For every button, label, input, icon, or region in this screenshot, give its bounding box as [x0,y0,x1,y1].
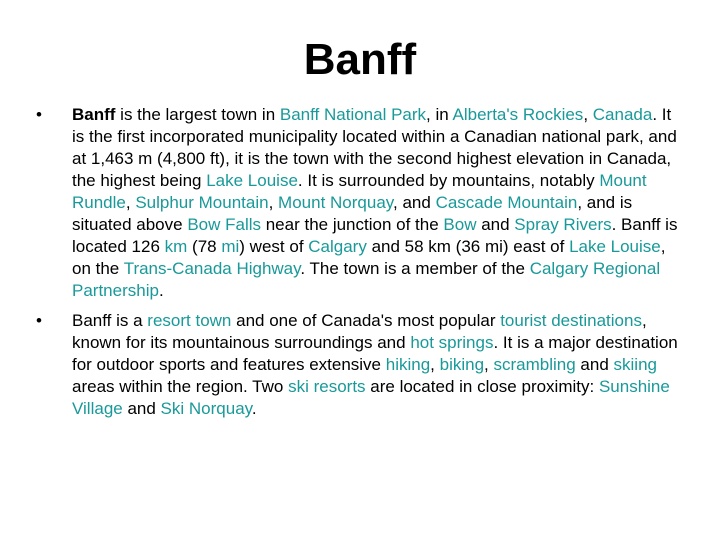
text-link[interactable]: km [164,237,188,256]
text-link[interactable]: Calgary [308,237,367,256]
text-link[interactable]: Trans-Canada Highway [123,259,301,278]
bold-text: Banff [72,105,116,124]
slide-title: Banff [303,35,417,84]
body-text: . The town is a member of the [300,259,530,278]
body-text: , [125,193,136,212]
bullet-list [36,104,686,428]
body-text: and 58 km (36 mi) east of [366,237,570,256]
text-link[interactable]: Calgary Regional Partnership [72,259,661,300]
text-link[interactable]: biking [439,355,485,374]
body-text: (78 [187,237,222,256]
body-text: is the largest town in [115,105,280,124]
text-link[interactable]: hiking [385,355,431,374]
text-link[interactable]: Ski Norquay [160,399,252,418]
body-text: ) west of [239,237,309,256]
text-link[interactable]: Mount Norquay [278,193,394,212]
text-link[interactable]: Bow [443,215,477,234]
body-text: , [268,193,279,212]
body-text: . It is the first incorporated municipality located within a Canadian national park, and at 1,463 m (4,800 ft), it is the town with the second highest elevation in Canada, the highest being [72,105,677,190]
text-link[interactable]: Mount Rundle [72,171,647,212]
text-link[interactable]: Bow Falls [187,215,261,234]
text-link[interactable]: skiing [613,355,657,374]
text-link[interactable]: Cascade Mountain [435,193,578,212]
body-text: , known for its mountainous surroundings and [72,311,647,352]
text-link[interactable]: resort town [147,311,232,330]
bullet-paragraph [36,310,686,420]
text-link[interactable]: scrambling [493,355,576,374]
text-link[interactable]: mi [221,237,240,256]
text-link[interactable]: Lake Louise [206,171,298,190]
text-link[interactable]: Canada [592,105,653,124]
text-link[interactable]: Sulphur Mountain [135,193,269,212]
body-text: . [158,281,164,300]
body-text: , and is situated above [72,193,633,234]
bullet-paragraph [36,104,686,302]
body-text: . It is surrounded by mountains, notably [297,171,600,190]
body-text: are located in close proximity: [365,377,599,396]
text-link[interactable]: hot springs [410,333,494,352]
text-link[interactable]: Lake Louise [569,237,661,256]
bullet-dot: • [36,105,42,124]
body-text: and [122,399,161,418]
body-text: , and [393,193,436,212]
body-text: , [583,105,593,124]
text-link[interactable]: Alberta's Rockies [452,105,584,124]
body-text: and [575,355,614,374]
body-text: , on the [72,237,666,278]
body-text: and one of Canada's most popular [231,311,501,330]
body-text: . Banff is located 126 [72,215,678,256]
body-text: near the junction of the [261,215,444,234]
text-link[interactable]: Banff National Park [279,105,427,124]
text-link[interactable]: ski resorts [288,377,366,396]
body-text: , [484,355,494,374]
body-text: . [251,399,257,418]
body-text: , [430,355,440,374]
text-link[interactable]: Spray Rivers [514,215,612,234]
body-text: Banff is a [72,311,148,330]
text-link[interactable]: Sunshine Village [72,377,670,418]
text-link[interactable]: tourist destinations [500,311,642,330]
body-text: and [476,215,515,234]
body-text: , in [426,105,453,124]
bullet-dot: • [36,311,42,330]
body-text: areas within the region. Two [72,377,289,396]
body-text: . It is a major destination for outdoor sports and features extensive [72,333,678,374]
